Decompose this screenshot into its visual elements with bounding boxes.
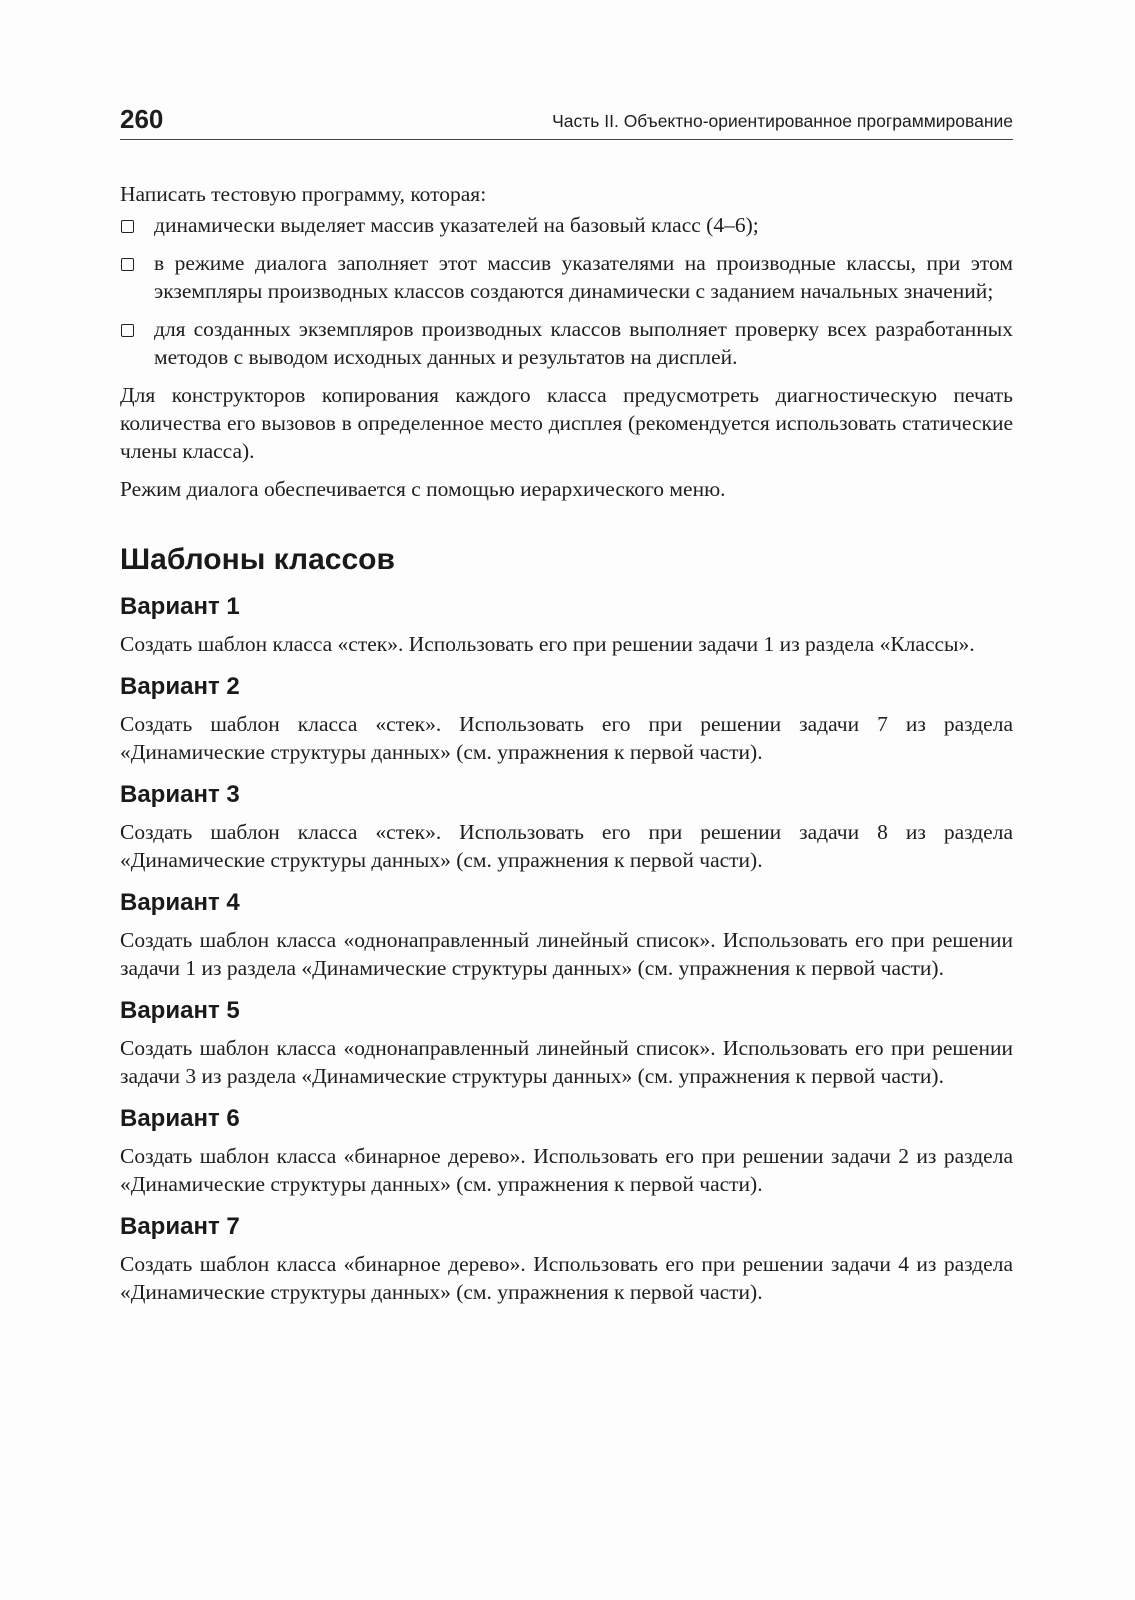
list-item-text: динамически выделяет массив указателей на базовый класс (4–6);	[154, 213, 759, 237]
variant-1	[120, 592, 1013, 658]
list-item	[120, 249, 1013, 305]
variant-title: Вариант 4	[120, 889, 240, 916]
variant-text: Создать шаблон класса «стек». Использовать его при решении задачи 7 из раздела «Динамические структуры данных» (см. упражнения к первой части).	[120, 712, 1013, 764]
variant-text: Создать шаблон класса «стек». Использовать его при решении задачи 8 из раздела «Динамические структуры данных» (см. упражнения к первой части).	[120, 820, 1013, 872]
list-item	[120, 211, 1013, 239]
variant-text: Создать шаблон класса «бинарное дерево». Использовать его при решении задачи 2 из раздела «Динамические структуры данных» (см. упражнения к первой части).	[120, 1144, 1013, 1196]
list-item-text: в режиме диалога заполняет этот массив указателями на производные классы, при этом экземпляры производных классов создаются динамически с заданием начальных значений;	[154, 251, 1013, 303]
variant-3	[120, 780, 1013, 874]
dialog-mode-paragraph: Режим диалога обеспечивается с помощью иерархического меню.	[120, 477, 726, 501]
variant-5	[120, 996, 1013, 1090]
book-page	[120, 104, 1013, 1306]
variant-6	[120, 1104, 1013, 1198]
variant-text: Создать шаблон класса «бинарное дерево». Использовать его при решении задачи 4 из раздела «Динамические структуры данных» (см. упражнения к первой части).	[120, 1252, 1013, 1304]
intro-paragraph: Написать тестовую программу, которая:	[120, 182, 487, 206]
checkbox-bullet-icon	[121, 258, 134, 271]
checkbox-bullet-icon	[121, 220, 134, 233]
requirements-list	[120, 211, 1013, 371]
variant-text: Создать шаблон класса «стек». Использовать его при решении задачи 1 из раздела «Классы».	[120, 632, 975, 656]
variant-title: Вариант 1	[120, 593, 240, 620]
checkbox-bullet-icon	[121, 324, 134, 337]
variant-2	[120, 672, 1013, 766]
variant-4	[120, 888, 1013, 982]
variant-7	[120, 1212, 1013, 1306]
variant-title: Вариант 3	[120, 781, 240, 808]
running-title: Часть II. Объектно-ориентированное программирование	[552, 111, 1013, 131]
variant-title: Вариант 7	[120, 1213, 240, 1240]
variant-title: Вариант 6	[120, 1105, 240, 1132]
list-item-text: для созданных экземпляров производных классов выполняет проверку всех разработанных методов с выводом исходных данных и результатов на дисплей.	[154, 317, 1013, 369]
variant-title: Вариант 5	[120, 997, 240, 1024]
running-head	[120, 104, 1013, 140]
variant-title: Вариант 2	[120, 673, 240, 700]
page-number: 260	[120, 104, 164, 134]
variant-text: Создать шаблон класса «однонаправленный линейный список». Использовать его при решении задачи 1 из раздела «Динамические структуры данных» (см. упражнения к первой части).	[120, 928, 1013, 980]
copy-constructor-paragraph: Для конструкторов копирования каждого класса предусмотреть диагностическую печать количества его вызовов в определенное место дисплея (рекомендуется использовать статические члены класса).	[120, 383, 1013, 463]
section-title: Шаблоны классов	[120, 543, 395, 576]
variant-text: Создать шаблон класса «однонаправленный линейный список». Использовать его при решении задачи 3 из раздела «Динамические структуры данных» (см. упражнения к первой части).	[120, 1036, 1013, 1088]
list-item	[120, 315, 1013, 371]
